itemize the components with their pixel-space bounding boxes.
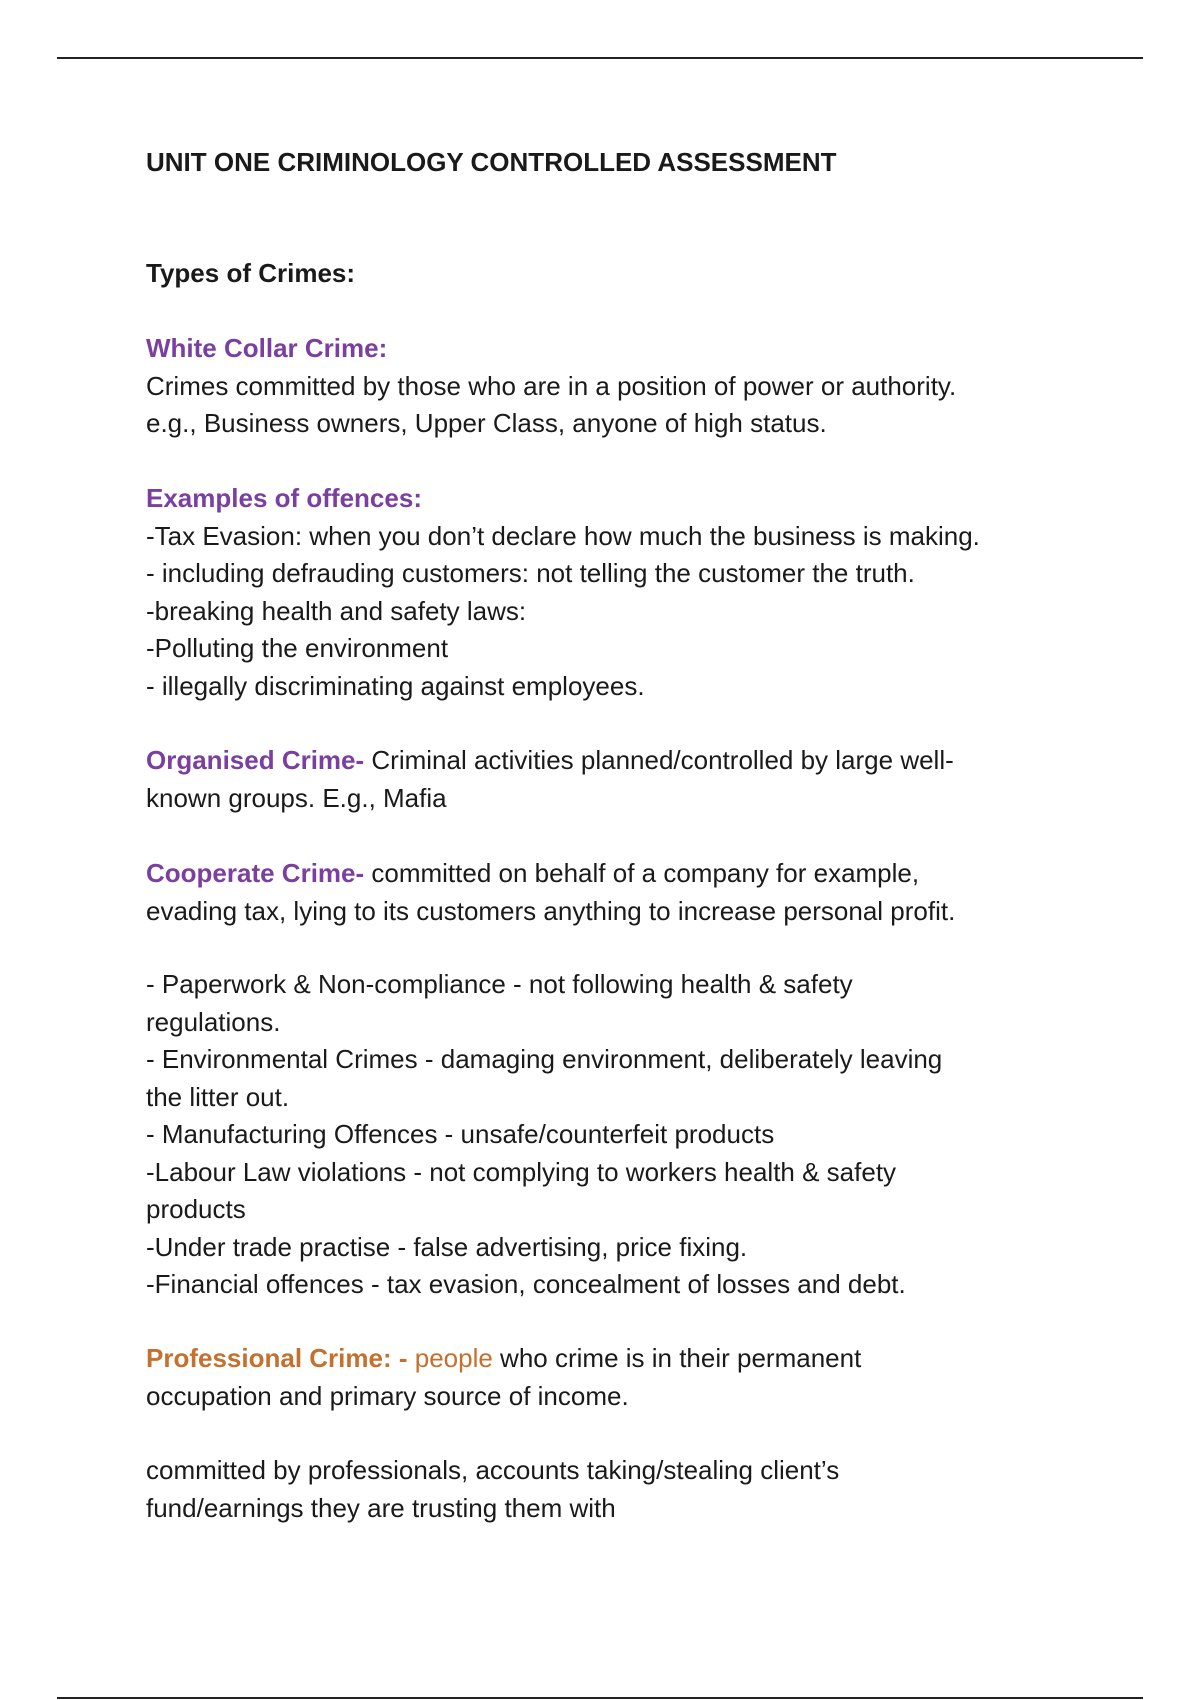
- organised-text: Criminal activities planned/controlled by large well-: [364, 745, 954, 775]
- example-item: -Tax Evasion: when you don’t declare how much the business is making.: [146, 520, 980, 551]
- list-item: - Environmental Crimes - damaging environment, deliberately leaving: [146, 1044, 943, 1074]
- list-item: -Under trade practise - false advertising, price fixing.: [146, 1231, 748, 1262]
- professional-section: [146, 1340, 1106, 1415]
- list-item: - Manufacturing Offences - unsafe/counterfeit products: [146, 1119, 775, 1149]
- list-item: products: [146, 1194, 246, 1224]
- cooperate-line: [146, 855, 1106, 893]
- professional-extra-line: fund/earnings they are trusting them with: [146, 1492, 616, 1523]
- cooperate-section: [146, 855, 1106, 930]
- cooperate-heading: Cooperate Crime-: [146, 858, 365, 888]
- cooperate-text: committed on behalf of a company for example,: [364, 858, 920, 888]
- organised-heading: Organised Crime-: [146, 745, 365, 775]
- white-collar-line: Crimes committed by those who are in a position of power or authority.: [146, 370, 957, 401]
- cooperate-line: evading tax, lying to its customers anything to increase personal profit.: [146, 895, 956, 926]
- cooperate-list: [146, 966, 1106, 1304]
- organised-line: [146, 742, 1106, 780]
- organised-line: known groups. E.g., Mafia: [146, 782, 447, 813]
- examples-heading: Examples of offences:: [146, 483, 422, 513]
- example-item: -breaking health and safety laws:: [146, 595, 527, 626]
- list-item: the litter out.: [146, 1081, 290, 1112]
- white-collar-line: e.g., Business owners, Upper Class, anyone of high status.: [146, 408, 827, 438]
- list-item: -Labour Law violations - not complying to workers health & safety: [146, 1156, 897, 1187]
- professional-heading: Professional Crime: -: [146, 1343, 408, 1373]
- examples-section: [146, 480, 1106, 705]
- professional-line: [146, 1340, 1106, 1378]
- white-collar-heading: White Collar Crime:: [146, 333, 388, 363]
- example-item: - illegally discriminating against employees.: [146, 670, 645, 701]
- professional-people: people: [407, 1343, 493, 1373]
- list-item: regulations.: [146, 1006, 281, 1037]
- professional-text: who crime is in their permanent: [492, 1343, 862, 1373]
- organised-section: [146, 742, 1106, 817]
- professional-extra-line: committed by professionals, accounts taking/stealing client’s: [146, 1455, 840, 1485]
- types-heading: Types of Crimes:: [146, 258, 356, 288]
- list-item: - Paperwork & Non-compliance - not following health & safety: [146, 969, 853, 999]
- white-collar-section: [146, 330, 1106, 443]
- top-rule: [57, 57, 1143, 59]
- document-title: UNIT ONE CRIMINOLOGY CONTROLLED ASSESSMENT: [146, 147, 837, 177]
- professional-extra: [146, 1452, 1106, 1527]
- list-item: -Financial offences - tax evasion, concealment of losses and debt.: [146, 1269, 906, 1299]
- example-item: -Polluting the environment: [146, 633, 449, 663]
- example-item: - including defrauding customers: not telling the customer the truth.: [146, 558, 915, 588]
- bottom-rule: [57, 1697, 1143, 1699]
- professional-line: occupation and primary source of income.: [146, 1380, 629, 1411]
